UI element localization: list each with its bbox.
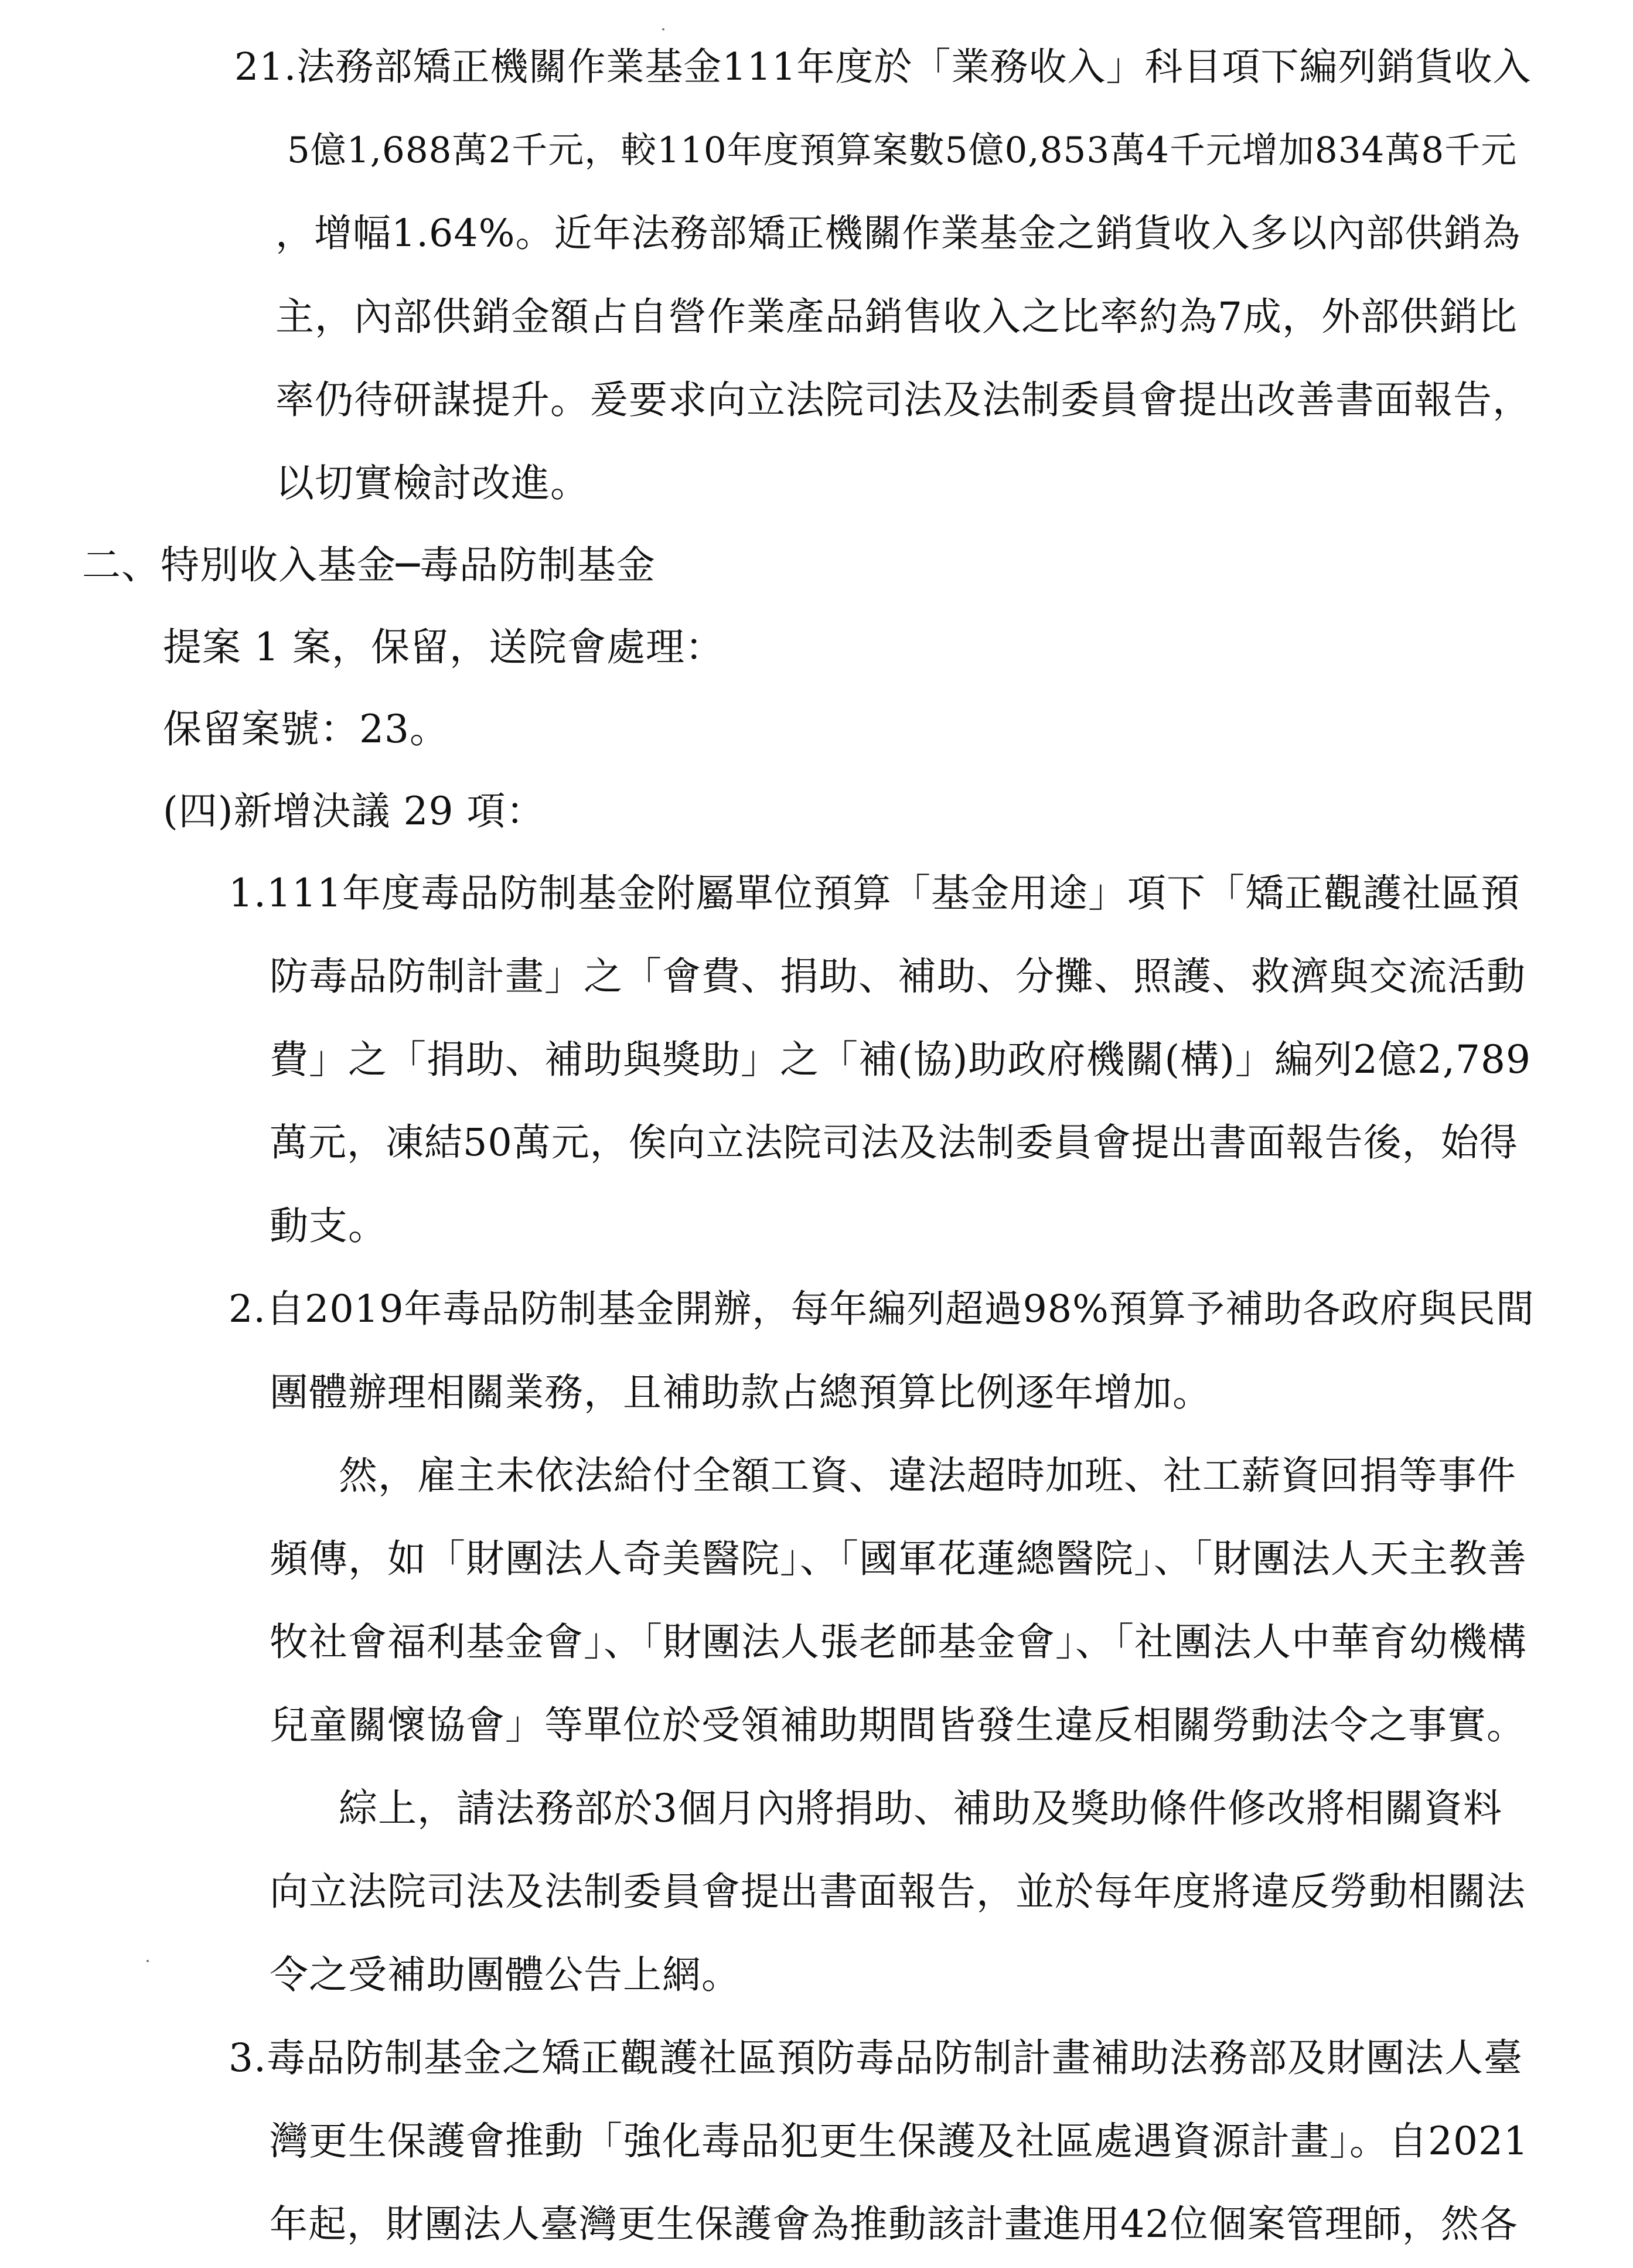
item-1-line-1: 1.111年度毒品防制基金附屬單位預算「基金用途」項下「矯正觀護社區預 bbox=[229, 871, 1520, 916]
item-2-line-6: 兒童關懷協會」等單位於受領補助期間皆發生違反相關勞動法令之事實。 bbox=[270, 1703, 1526, 1748]
item-21-line-5: 率仍待研謀提升。爰要求向立法院司法及法制委員會提出改善書面報告， bbox=[275, 377, 1532, 422]
item-2-line-7: 綜上，請法務部於3個月內將捐助、補助及獎助條件修改將相關資料 bbox=[339, 1786, 1502, 1831]
item-2-line-1: 2.自2019年毒品防制基金開辦，每年編列超過98%預算予補助各政府與民間 bbox=[229, 1287, 1535, 1331]
item-1-line-3: 費」之「捐助、補助與獎助」之「補(協)助政府機關(構)」編列2億2,789 bbox=[270, 1037, 1531, 1082]
item-1-line-5: 動支。 bbox=[270, 1203, 387, 1249]
item-1-line-2: 防毒品防制計畫」之「會費、捐助、補助、分攤、照護、救濟與交流活動 bbox=[270, 954, 1526, 999]
item-21-line-6: 以切實檢討改進。 bbox=[275, 461, 589, 506]
item-2-line-8: 向立法院司法及法制委員會提出書面報告，並於每年度將違反勞動相關法 bbox=[270, 1869, 1526, 1914]
item-3-line-1: 3.毒品防制基金之矯正觀護社區預防毒品防制計畫補助法務部及財團法人臺 bbox=[229, 2035, 1523, 2081]
proposal-line: 提案 1 案，保留，送院會處理： bbox=[163, 625, 724, 670]
new-resolutions-line: (四)新增決議 29 項： bbox=[163, 789, 546, 834]
item-2-line-9: 令之受補助團體公告上網。 bbox=[270, 1952, 741, 1997]
section-heading: 二、特別收入基金─毒品防制基金 bbox=[82, 543, 656, 588]
item-2-line-4: 頻傳，如「財團法人奇美醫院」、「國軍花蓮總醫院」、「財團法人天主教善 bbox=[270, 1536, 1527, 1581]
item-21-line-3: ，增幅1.64%。近年法務部矯正機關作業基金之銷貨收入多以內部供銷為 bbox=[275, 212, 1521, 255]
item-2-line-3: 然，雇主未依法給付全額工資、違法超時加班、社工薪資回捐等事件 bbox=[339, 1453, 1516, 1498]
item-3-line-3: 年起，財團法人臺灣更生保護會為推動該計畫進用42位個案管理師，然各 bbox=[270, 2202, 1518, 2246]
item-21-line-2: 5億1,688萬2千元，較110年度預算案數5億0,853萬4千元增加834萬8千元 bbox=[287, 129, 1518, 171]
item-1-line-4: 萬元，凍結50萬元，俟向立法院司法及法制委員會提出書面報告後，始得 bbox=[270, 1121, 1518, 1165]
item-21-line-1: 21.法務部矯正機關作業基金111年度於「業務收入」科目項下編列銷貨收入 bbox=[234, 45, 1532, 89]
item-2-line-2: 團體辦理相關業務，且補助款占總預算比例逐年增加。 bbox=[270, 1370, 1212, 1415]
item-21-line-4: 主，內部供銷金額占自營作業產品銷售收入之比率約為7成，外部供銷比 bbox=[275, 294, 1518, 339]
reserved-line: 保留案號：23。 bbox=[163, 707, 449, 752]
scan-speck bbox=[146, 1960, 149, 1962]
scan-speck bbox=[662, 28, 664, 30]
item-3-line-2: 灣更生保護會推動「強化毒品犯更生保護及社區處遇資源計畫」。自2021 bbox=[270, 2119, 1529, 2164]
item-2-line-5: 牧社會福利基金會」、「財團法人張老師基金會」、「社團法人中華育幼機構 bbox=[270, 1619, 1527, 1665]
